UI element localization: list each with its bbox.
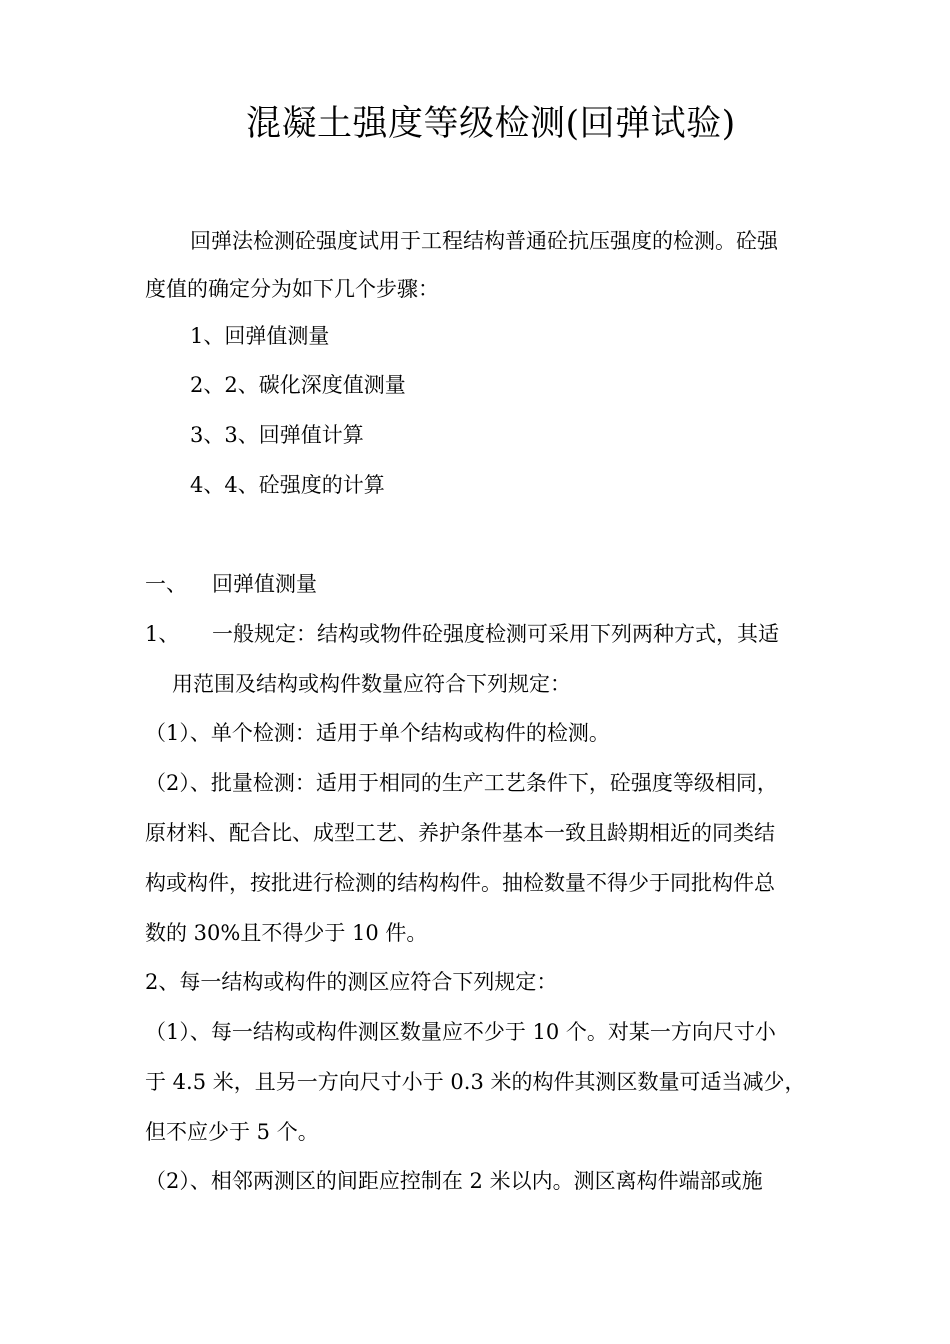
- item-1-sub-2-line-4: 数的 30%且不得少于 10 件。: [145, 921, 428, 945]
- item-1-number: 1、: [145, 622, 180, 646]
- section-number: 一、: [145, 572, 187, 596]
- item-1-sub-2-line-2: 原材料、配合比、成型工艺、养护条件基本一致且龄期相近的同类结: [145, 821, 775, 845]
- intro-line-2: 度值的确定分为如下几个步骤：: [145, 277, 439, 301]
- step-item-2: 2、2、碳化深度值测量: [190, 373, 406, 397]
- step-item-4: 4、4、砼强度的计算: [190, 473, 385, 497]
- item-1-sub-2-line-3: 构或构件，按批进行检测的结构构件。抽检数量不得少于同批构件总: [145, 871, 775, 895]
- item-2-sub-1-line-1: （1）、每一结构或构件测区数量应不少于 10 个。对某一方向尺寸小: [145, 1020, 776, 1044]
- item-1-sub-2-line-1: （2）、批量检测：适用于相同的生产工艺条件下，砼强度等级相同，: [145, 771, 778, 795]
- item-2-sub-1-line-3: 但不应少于 5 个。: [145, 1120, 319, 1144]
- item-1-sub-1: （1）、单个检测：适用于单个结构或构件的检测。: [145, 721, 610, 745]
- section-title: 回弹值测量: [212, 572, 317, 596]
- document-title: 混凝土强度等级检测(回弹试验): [246, 104, 736, 144]
- intro-line-1: 回弹法检测砼强度试用于工程结构普通砼抗压强度的检测。砼强: [190, 229, 778, 253]
- item-1-line-2: 用范围及结构或构件数量应符合下列规定：: [172, 672, 571, 696]
- step-item-1: 1、回弹值测量: [190, 324, 330, 348]
- step-item-3: 3、3、回弹值计算: [190, 423, 364, 447]
- item-2-sub-2-line-1: （2）、相邻两测区的间距应控制在 2 米以内。测区离构件端部或施: [145, 1169, 763, 1193]
- item-2: 2、每一结构或构件的测区应符合下列规定：: [145, 970, 558, 994]
- item-2-sub-1-line-2: 于 4.5 米，且另一方向尺寸小于 0.3 米的构件其测区数量可适当减少，: [145, 1070, 806, 1094]
- item-1-line-1: 一般规定：结构或物件砼强度检测可采用下列两种方式，其适: [212, 622, 779, 646]
